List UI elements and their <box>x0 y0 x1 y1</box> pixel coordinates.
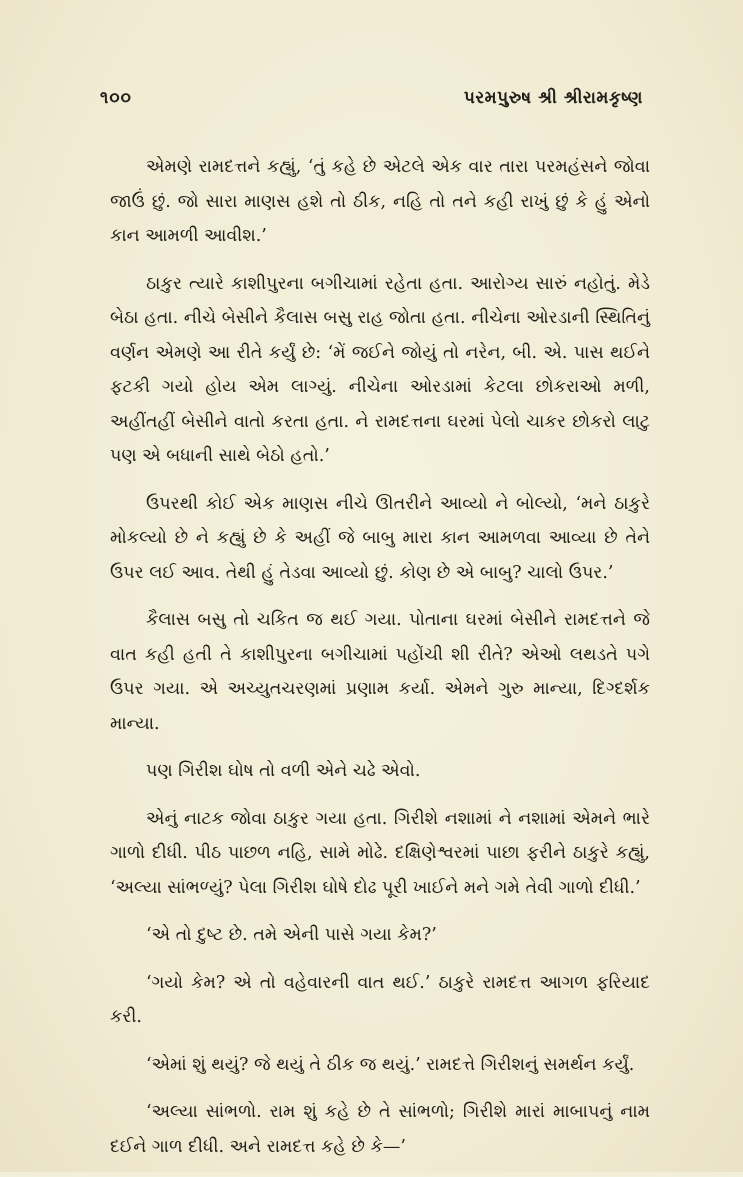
paragraph: ઉપરથી કોઈ એક માણસ નીચે ઊતરીને આવ્યો ને બોલ્યો, ‘મને ઠાકુરે મોકલ્યો છે ને કહ્યું છે કે અહીં જે બાબુ મારા કાન આમળવા આવ્યા છે તેને ઉપર લઈ આવ. તેથી હું તેડવા આવ્યો છું. કોણ છે એ બાબુ? ચાલો ઉપર.’ <box>110 493 650 583</box>
paragraph: ઠાકુર ત્યારે કાશીપુરના બગીચામાં રહેતા હતા. આરોગ્ય સારું નહોતું. મેડે બેઠા હતા. નીચે બેસીને કૈલાસ બસુ રાહ જોતા હતા. નીચેના ઓરડાની સ્થિતિનું વર્ણન એમણે આ રીતે કર્યું છે: ‘મેં જઈને જોયું તો નરેન, બી. એ. પાસ થઈને ફટકી ગયો હોય એમ લાગ્યું. નીચેના ઓરડામાં કેટલા છોકરાઓ મળી, અહીંતહીં બેસીને વાતો કરતા હતા. ને રામદત્તના ઘરમાં પેલો ચાકર છોકરો લાટુ પણ એ બધાની સાથે બેઠો હતો.’ <box>110 273 650 466</box>
body-text <box>110 150 650 1177</box>
paragraph: ‘અલ્યા સાંભળો. રામ શું કહે છે તે સાંભળો; ગિરીશે મારાં માબાપનું નામ દઈને ગાળ દીધી. અને રામદત્ત કહે છે કે—’ <box>110 1102 650 1157</box>
paragraph: પણ ગિરીશ ઘોષ તો વળી એને ચઢે એવો. <box>146 761 421 781</box>
page-number: ૧૦૦ <box>100 88 132 108</box>
paragraph: ‘એ તો દુષ્ટ છે. તમે એની પાસે ગયા કેમ?’ <box>146 925 437 945</box>
paragraph: એનું નાટક જોવા ઠાકુર ગયા હતા. ગિરીશે નશામાં ને નશામાં એમને ભારે ગાળો દીધી. પીઠ પાછળ નહિ, સામે મોઢે. દક્ષિણેશ્વરમાં પાછા ફરીને ઠાકુરે કહ્યું, ‘અલ્યા સાંભળ્યું? પેલા ગિરીશ ઘોષે દોઢ પૂરી ખાઈને મને ગમે તેવી ગાળો દીધી.’ <box>110 808 650 898</box>
paragraph: કૈલાસ બસુ તો ચકિત જ થઈ ગયા. પોતાના ઘરમાં બેસીને રામદત્તને જે વાત કહી હતી તે કાશીપુરના બગીચામાં પહોંચી શી રીતે? એઓ લથડતે પગે ઉપર ગયા. એ અચ્યુતચરણમાં પ્રણામ કર્યા. એમને ગુરુ માન્યા, દિગ્દર્શક માન્યા. <box>110 610 650 734</box>
paragraph: ‘એમાં શું થયું? જે થયું તે ઠીક જ થયું.’ રામદત્તે ગિરીશનું સમર્થન કર્યું. <box>146 1054 635 1075</box>
running-title: પરમપુરુષ શ્રી શ્રીરામકૃષ્ણ <box>463 88 643 108</box>
paragraph: એમણે રામદત્તને કહ્યું, ‘તું કહે છે એટલે એક વાર તારા પરમહંસને જોવા જાઉં છું. જો સારા માણસ હશે તો ઠીક, નહિ તો તને કહી રાખું છું કે હું એનો કાન આમળી આવીશ.’ <box>110 157 650 246</box>
page-header <box>100 88 643 118</box>
paragraph: ‘ગયો કેમ? એ તો વહેવારની વાત થઈ.’ ઠાકુરે રામદત્ત આગળ ફરિયાદ કરી. <box>110 972 650 1027</box>
